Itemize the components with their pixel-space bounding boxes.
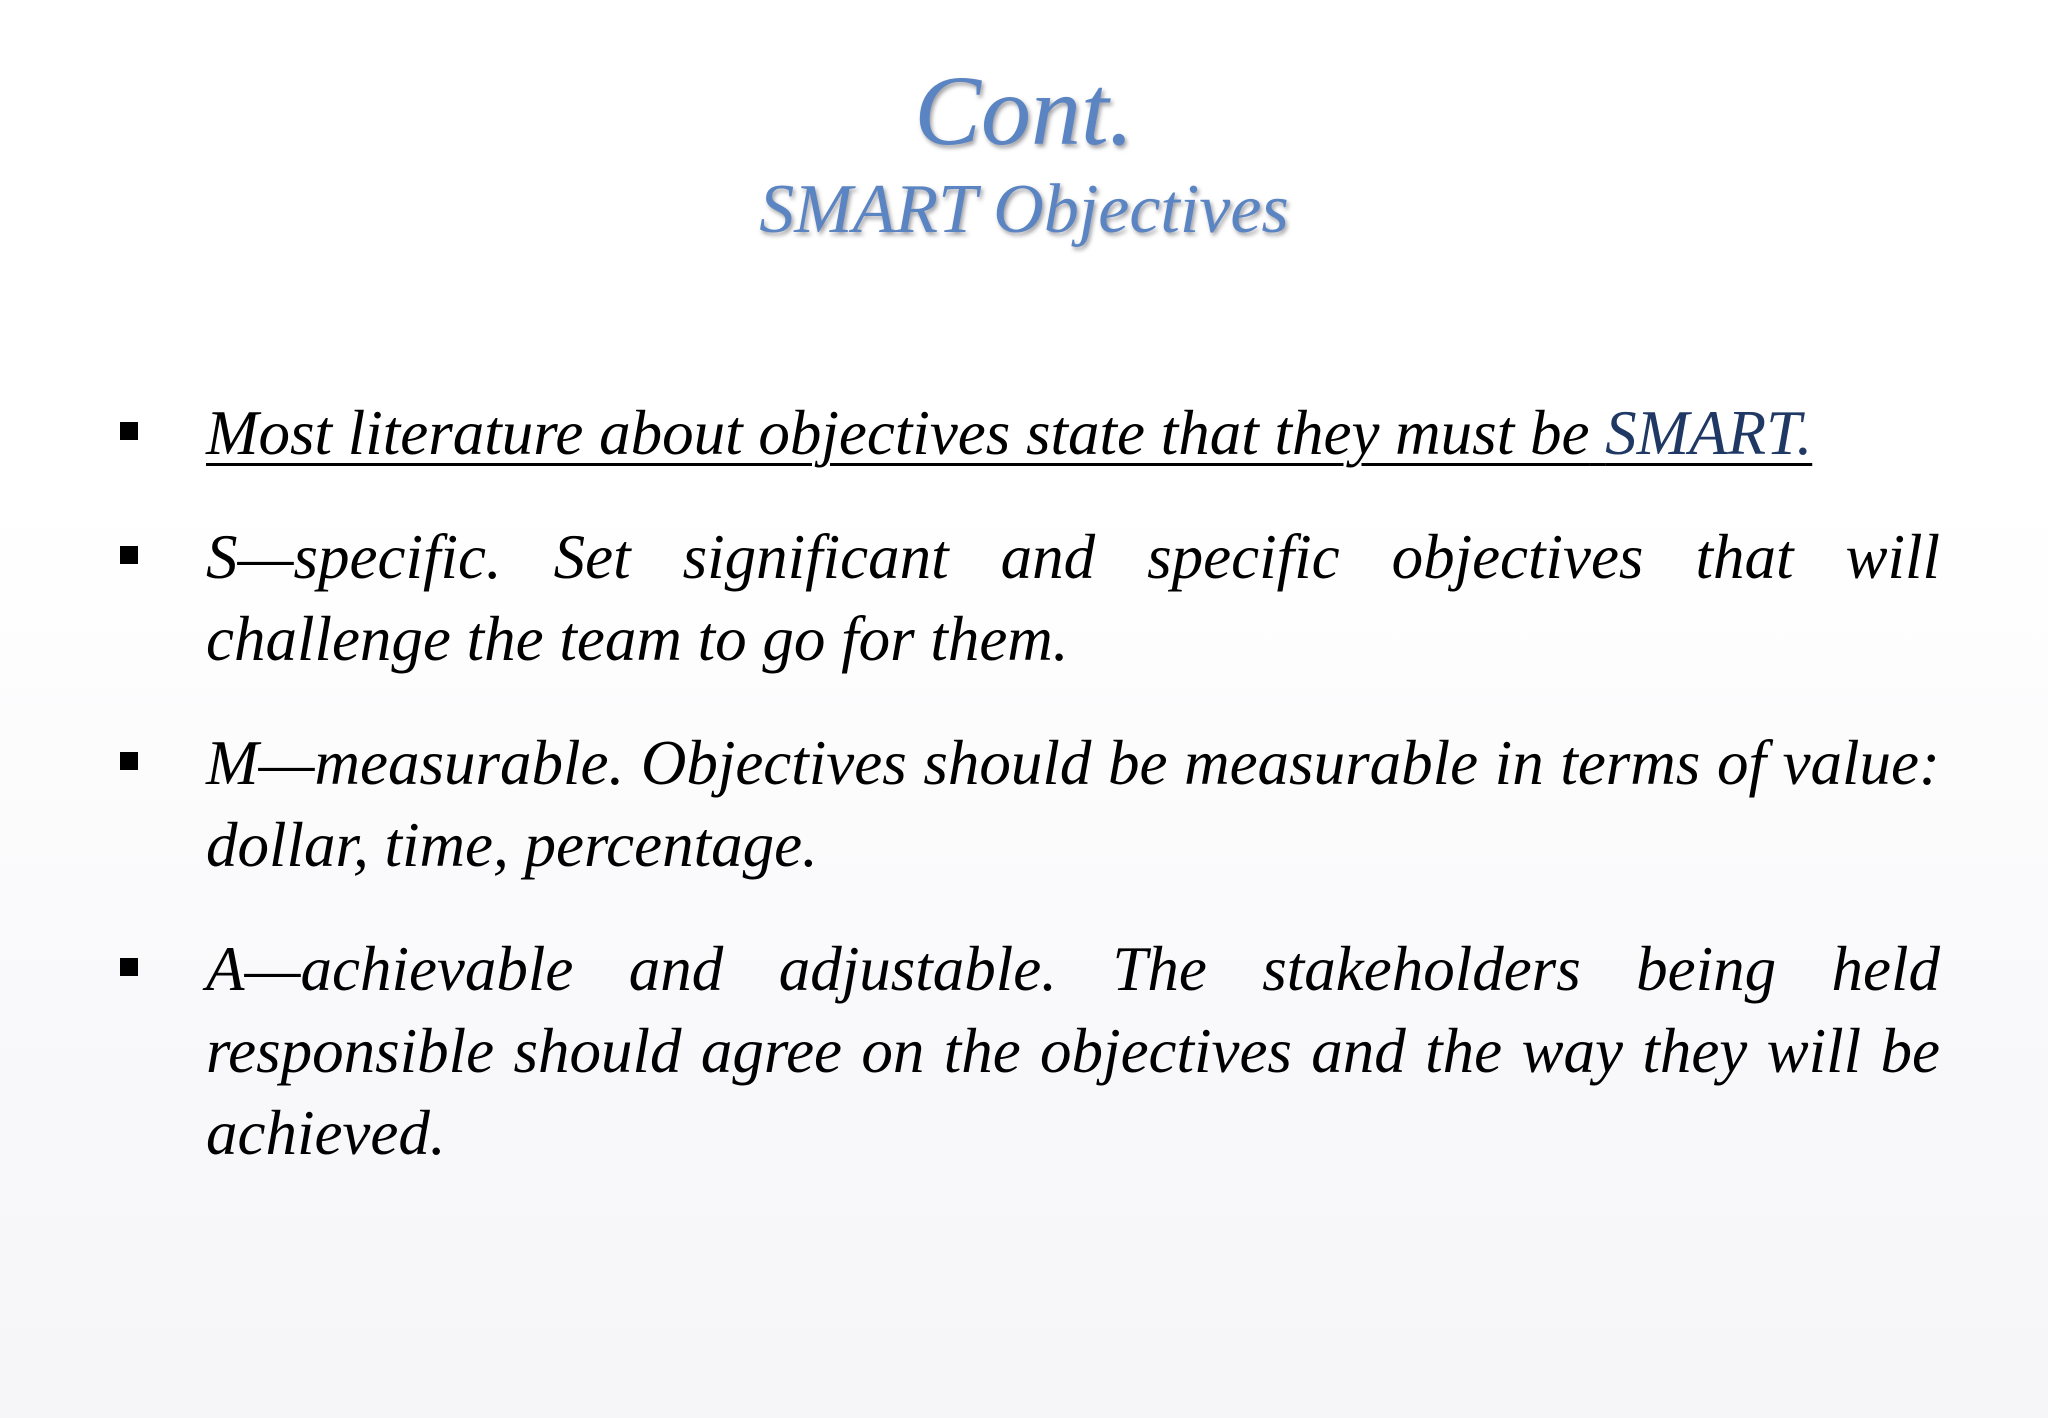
bullet-item-specific — [112, 516, 1940, 680]
bullet-text: S—specific. Set significant and specific objectives that will challenge the team to go for them. — [206, 522, 1940, 674]
title-subtitle: SMART Objectives — [759, 171, 1289, 248]
bullet-text: M—measurable. Objectives should be measurable in terms of value: dollar, time, percentage. — [206, 728, 1940, 880]
slide-title — [0, 48, 2048, 255]
bullet-list — [112, 392, 1940, 1216]
bullet-item-measurable — [112, 722, 1940, 886]
smart-link[interactable]: SMART. — [1605, 398, 1813, 468]
square-bullet-icon — [120, 546, 138, 564]
square-bullet-icon — [120, 958, 138, 976]
square-bullet-icon — [120, 752, 138, 770]
square-bullet-icon — [120, 422, 138, 440]
title-main: Cont. — [914, 55, 1134, 166]
bullet-item-smart-intro — [112, 392, 1940, 474]
bullet-item-achievable — [112, 928, 1940, 1174]
bullet-text: A—achievable and adjustable. The stakeholders being held responsible should agree on the objectives and the way they will be achieved. — [206, 934, 1940, 1168]
bullet-text: Most literature about objectives state that they must be — [206, 398, 1590, 468]
